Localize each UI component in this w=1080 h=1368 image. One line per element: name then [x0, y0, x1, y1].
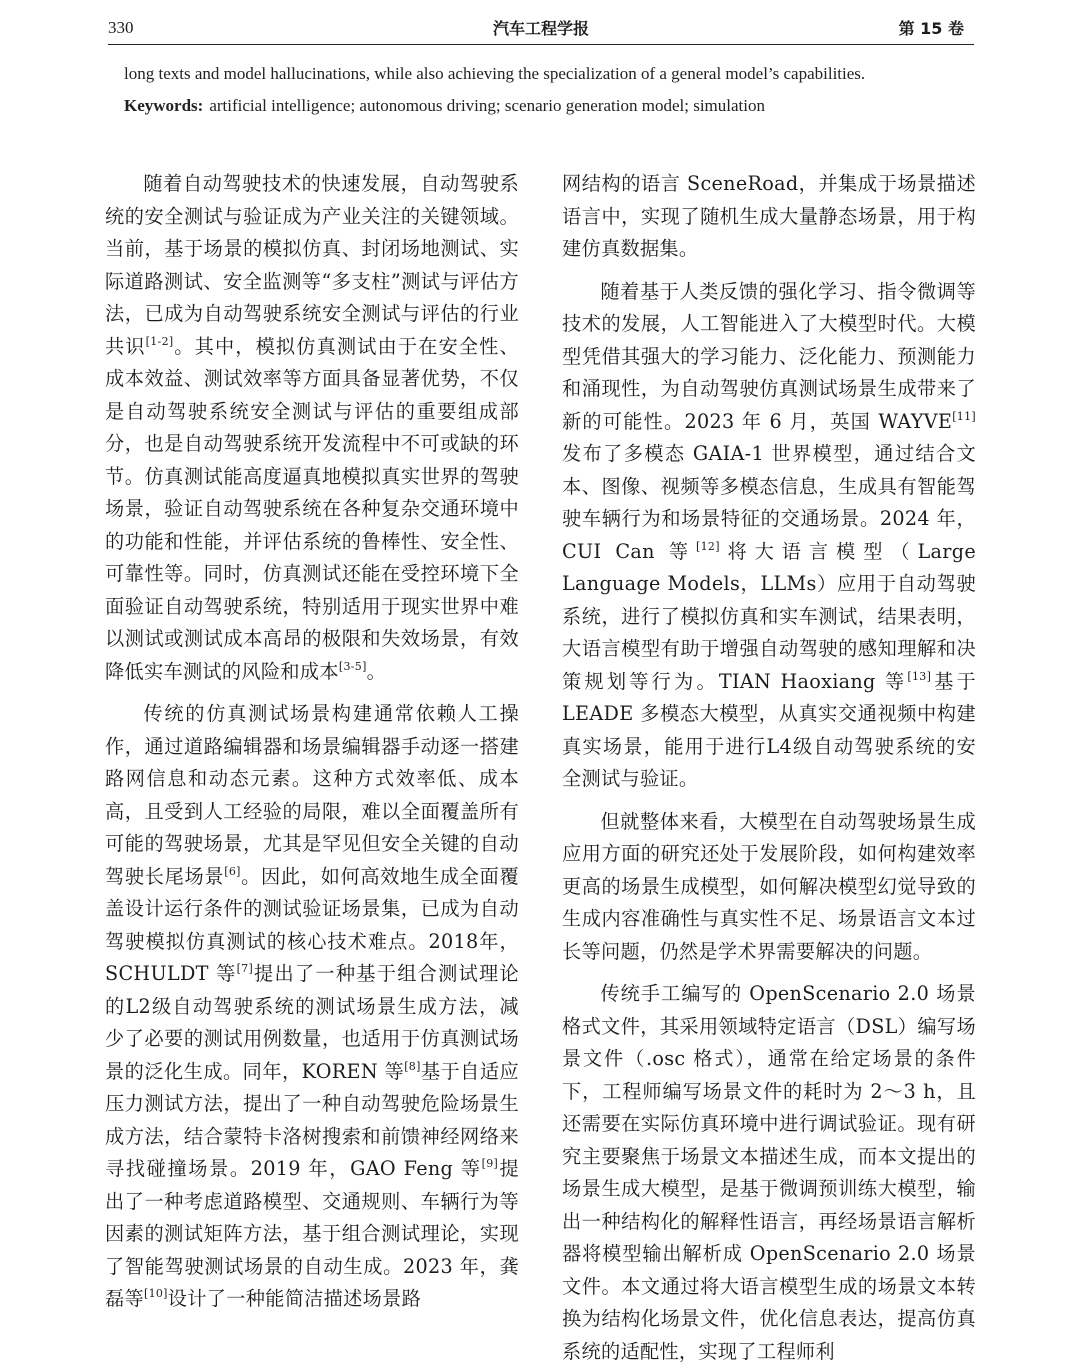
text-run: 将大语言模型（Large Language Models，LLMs）应用于自动驾驶系统，进行了模拟仿真和实车测试，结果表明，大语言模型有助于增强自动驾驶的感知理解和决策规划等行为。TIAN Haoxiang 等	[562, 539, 977, 693]
paragraph	[105, 698, 519, 1316]
citation: [11]	[952, 409, 976, 423]
text-run: 随着自动驾驶技术的快速发展，自动驾驶系统的安全测试与验证成为产业关注的关键领域。当前，基于场景的模拟仿真、封闭场地测试、实际道路测试、安全监测等“多支柱”测试与评估方法，已成为自动驾驶系统安全测试与评估的行业共识	[105, 172, 519, 358]
citation: [3-5]	[338, 659, 367, 673]
citation: [1-2]	[145, 334, 174, 348]
text-run: 提出了一种基于组合测试理论的L2级自动驾驶系统的测试场景生成方法，减少了必要的测试用例数量，也适用于仿真测试场景的泛化生成。同年，KOREN 等	[105, 962, 519, 1083]
page-header	[108, 10, 974, 45]
text-run: 基于 LEADE 多模态大模型，从真实交通视频中构建真实场景，能用于进行L4级自动驾驶系统的安全测试与验证。	[562, 669, 976, 790]
text-run: 提出了一种考虑道路模型、交通规则、车辆行为等因素的测试矩阵方法，基于组合测试理论，实现了智能驾驶测试场景的自动生成。2023 年，龚磊等	[105, 1157, 519, 1310]
text-run: 。因此，如何高效地生成全面覆盖设计运行条件的测试验证场景集，已成为自动驾驶模拟仿真测试的核心技术难点。2018年，SCHULDT 等	[105, 864, 519, 985]
text-run: 基于自适应压力测试方法，提出了一种自动驾驶危险场景生成方法，结合蒙特卡洛树搜索和前馈神经网络来寻找碰撞场景。2019 年，GAO Feng 等	[105, 1059, 519, 1180]
page-number: 330	[108, 18, 134, 37]
text-run: 随着基于人类反馈的强化学习、指令微调等技术的发展，人工智能进入了大模型时代。大模型凭借其强大的学习能力、泛化能力、预测能力和涌现性，为自动驾驶仿真测试场景生成带来了新的可能性。2023 年 6 月，英国 WAYVE	[562, 279, 976, 433]
paragraph: 但就整体来看，大模型在自动驾驶场景生成应用方面的研究还处于发展阶段，如何构建效率更高的场景生成模型，如何解决模型幻觉导致的生成内容准确性与真实性不足、场景语言文本过长等问题，仍然是学术界需要解决的问题。	[562, 809, 976, 963]
paragraph: 网结构的语言 SceneRoad，并集成于场景描述语言中，实现了随机生成大量静态场景，用于构建仿真数据集。	[562, 172, 976, 260]
text-run: 发布了多模态 GAIA-1 世界模型，通过结合文本、图像、视频等多模态信息，生成具有智能驾驶车辆行为和场景特征的交通场景。2024 年，CUI Can 等	[562, 442, 976, 563]
citation: [6]	[224, 864, 241, 878]
volume-label: 第 15 卷	[898, 19, 964, 38]
left-column	[105, 168, 519, 1310]
citation: [12]	[696, 539, 720, 553]
citation: [10]	[143, 1287, 168, 1300]
journal-title: 汽车工程学报	[492, 19, 589, 38]
text-run: 传统的仿真测试场景构建通常依赖人工操作，通过道路编辑器和场景编辑器手动逐一搭建路网信息和动态元素。这种方式效率低、成本高，且受到人工经验的局限，难以全面覆盖所有可能的驾驶场景，尤其是罕见但安全关键的自动驾驶长尾场景	[105, 702, 519, 888]
citation: [7]	[236, 962, 254, 975]
citation: [8]	[404, 1059, 421, 1073]
text-run: 设计了一种能简洁描述场景路	[167, 1287, 422, 1310]
paragraph	[562, 276, 976, 796]
text-run: 。其中，模拟仿真测试由于在安全性、成本效益、测试效率等方面具备显著优势，不仅是自动驾驶系统安全测试与评估的重要组成部分，也是自动驾驶系统开发流程中不可或缺的环节。仿真测试能高度逼真地模拟真实世界的驾驶场景，验证自动驾驶系统在各种复杂交通环境中的功能和性能，并评估系统的鲁棒性、安全性、可靠性等。同时，仿真测试还能在受控环境下全面验证自动驾驶系统，特别适用于现实世界中难以测试或测试成本高昂的极限和失效场景，有效降低实车测试的风险和成本	[105, 334, 519, 683]
right-column	[562, 168, 977, 1363]
keywords-text: artificial intelligence; autonomous driving; scenario generation model; simulation	[209, 96, 765, 115]
paragraph	[105, 168, 519, 688]
paragraph: 传统手工编写的 OpenScenario 2.0 场景格式文件，其采用领域特定语言（DSL）编写场景文件（.osc 格式），通常在给定场景的条件下，工程师编写场景文件的耗时为 2～3 h，且还需要在实际仿真环境中进行调试验证。现有研究主要聚焦于场景文本描述生成，而本文提出的场景生成大模型，是基于微调预训练大模型，输出一种结构化的解释性语言，再经场景语言解析器将模型输出解析成 OpenScenario 2.0 场景文件。本文通过将大语言模型生成的场景文本转换为结构化场景文件，优化信息表达，提高仿真系统的适配性，实现了工程师利	[562, 982, 976, 1363]
citation: [9]	[481, 1157, 499, 1170]
citation: [13]	[907, 669, 932, 683]
abstract-tail: long texts and model hallucinations, while also achieving the specialization of a general model’s capabilities.	[124, 64, 866, 83]
keywords-line	[124, 96, 974, 116]
text-run: 。	[366, 659, 387, 683]
keywords-label: Keywords:	[124, 96, 204, 115]
